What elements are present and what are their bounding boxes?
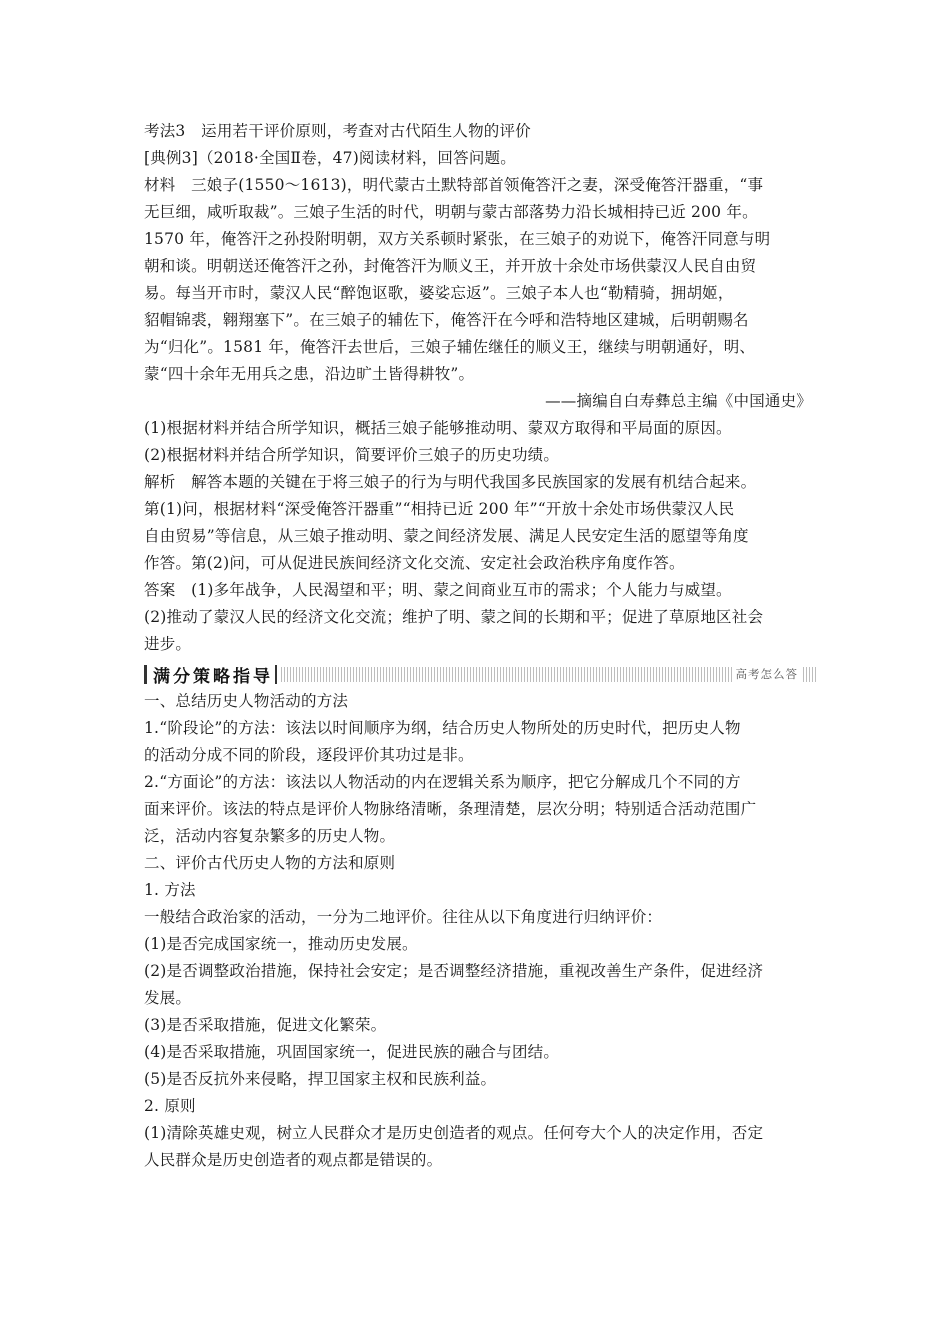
questions-block	[144, 415, 816, 469]
strategy-line: (2)是否调整政治措施，保持社会安定；是否调整经济措施，重视改善生产条件，促进经济	[144, 962, 764, 980]
material-line: 貂帽锦裘，翱翔塞下”。在三娘子的辅佐下，俺答汗在今呼和浩特地区建城，后明朝赐名	[144, 311, 749, 329]
strategy-line: 2.“方面论”的方法：该法以人物活动的内在逻辑关系为顺序，把它分解成几个不同的方	[144, 773, 741, 791]
analysis-line: 作答。第(2)问，可从促进民族间经济文化交流、安定社会政治秩序角度作答。	[144, 554, 685, 572]
section-title: 考法3 运用若干评价原则，考查对古代陌生人物的评价	[144, 122, 531, 140]
strategy-line: (3)是否采取措施，促进文化繁荣。	[144, 1016, 387, 1034]
strategy-line: (1)清除英雄史观，树立人民群众才是历史创造者的观点。任何夸大个人的决定作用，否定	[144, 1124, 764, 1142]
banner-stripe	[281, 667, 816, 682]
banner-divider-icon	[275, 665, 277, 684]
strategy-heading: 一、总结历史人物活动的方法	[144, 692, 349, 710]
strategy-block	[144, 688, 816, 1174]
banner-bar-icon	[144, 665, 147, 684]
question-item: (2)根据材料并结合所学知识，简要评价三娘子的历史功绩。	[144, 446, 560, 464]
answer-line: (2)推动了蒙汉人民的经济文化交流；维护了明、蒙之间的长期和平；促进了草原地区社会	[144, 608, 764, 626]
strategy-line: 的活动分成不同的阶段，逐段评价其功过是非。	[144, 746, 474, 764]
answer-line: 答案 (1)多年战争，人民渴望和平；明、蒙之间商业互市的需求；个人能力与威望。	[144, 581, 732, 599]
material-line: 材料 三娘子(1550～1613)，明代蒙古土默特部首领俺答汗之妻，深受俺答汗器重，“事	[144, 176, 764, 194]
analysis-line: 第(1)问，根据材料“深受俺答汗器重”“相持已近 200 年”“开放十余处市场供蒙汉人民	[144, 500, 735, 518]
analysis-line: 自由贸易”等信息，从三娘子推动明、蒙之间经济发展、满足人民安定生活的愿望等角度	[144, 527, 749, 545]
analysis-line: 解析 解答本题的关键在于将三娘子的行为与明代我国多民族国家的发展有机结合起来。	[144, 473, 757, 491]
material-line: 易。每当开市时，蒙汉人民“醉饱讴歌，婆娑忘返”。三娘子本人也“勒精骑，拥胡姬，	[144, 284, 734, 302]
strategy-line: (1)是否完成国家统一，推动历史发展。	[144, 935, 418, 953]
material-line: 为“归化”。1581 年，俺答汗去世后，三娘子辅佐继任的顺义王，继续与明朝通好，明、	[144, 338, 756, 356]
material-line: 蒙“四十余年无用兵之患，沿边旷土皆得耕牧”。	[144, 365, 475, 383]
analysis-block	[144, 469, 816, 577]
strategy-line: 泛，活动内容复杂繁多的历史人物。	[144, 827, 396, 845]
material-line: 1570 年，俺答汗之孙投附明朝，双方关系顿时紧张，在三娘子的劝说下，俺答汗同意与明	[144, 230, 771, 248]
question-item: (1)根据材料并结合所学知识，概括三娘子能够推动明、蒙双方取得和平局面的原因。	[144, 419, 732, 437]
strategy-line: (4)是否采取措施，巩固国家统一，促进民族的融合与团结。	[144, 1043, 560, 1061]
material-block	[144, 172, 816, 388]
strategy-line: 面来评价。该法的特点是评价人物脉络清晰，条理清楚，层次分明；特别适合活动范围广	[144, 800, 757, 818]
strategy-line: 1.“阶段论”的方法：该法以时间顺序为纲，结合历史人物所处的历史时代，把历史人物	[144, 719, 741, 737]
strategy-banner	[144, 662, 816, 686]
answer-line: 进步。	[144, 635, 192, 653]
banner-title: 满分策略指导	[153, 666, 273, 687]
strategy-heading: 二、评价古代历史人物的方法和原则	[144, 854, 396, 872]
strategy-line: 发展。	[144, 989, 192, 1007]
document-page	[144, 118, 816, 1174]
material-line: 朝和谈。明朝送还俺答汗之孙，封俺答汗为顺义王，并开放十余处市场供蒙汉人民自由贸	[144, 257, 757, 275]
strategy-line: (5)是否反抗外来侵略，捍卫国家主权和民族利益。	[144, 1070, 497, 1088]
strategy-subheading: 1. 方法	[144, 881, 196, 899]
material-line: 无巨细，咸听取裁”。三娘子生活的时代，明朝与蒙古部落势力沿长城相持已近 200 年。	[144, 203, 758, 221]
strategy-line: 人民群众是历史创造者的观点都是错误的。	[144, 1151, 443, 1169]
answer-block	[144, 577, 816, 658]
example-header: [典例3]（2018·全国Ⅱ卷，47)阅读材料，回答问题。	[144, 149, 516, 167]
banner-tag: 高考怎么答	[732, 666, 803, 682]
strategy-line: 一般结合政治家的活动，一分为二地评价。往往从以下角度进行归纳评价：	[144, 908, 663, 926]
material-source: ——摘编自白寿彝总主编《中国通史》	[545, 392, 812, 410]
strategy-subheading: 2. 原则	[144, 1097, 196, 1115]
